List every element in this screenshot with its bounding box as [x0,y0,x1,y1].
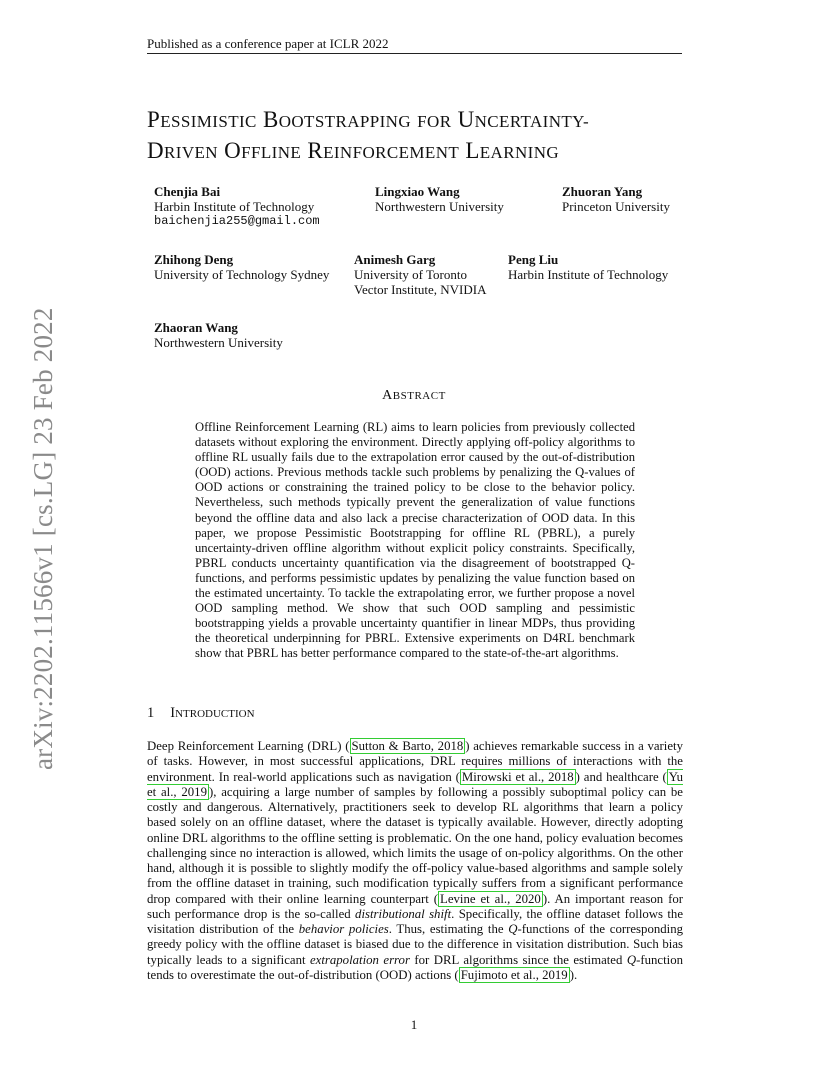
math-symbol: Q [626,952,637,967]
section-number: 1 [147,705,155,721]
citation-link[interactable]: Mirowski et al., 2018 [461,769,574,784]
author-affiliation: University of Toronto [354,267,467,282]
introduction-paragraph: Deep Reinforcement Learning (DRL) ( Sutton & Barto, 2018 ) achieves remarkable success in a variety of tasks. However, in most successful applications, DRL requires millions of interactions with the environment. In real-world applications such as navigation ( Mirowski et al., 2018 ) and healthcare ( Yu et al., 2019 ), acquiring a large number of samples by following a possibly suboptimal policy can be costly and dangerous. Alternatively, practitioners seek to develop RL algorithms that learn a policy based solely on an offline dataset, where the dataset is typically available. However, directly adopting online DRL algorithms to the offline setting is problematic. On the one hand, policy evaluation becomes challenging since no interaction is allowed, which limits the usage of on-policy algorithms. On the other hand, although it is possible to slightly modify the off-policy value-based algorithms and sample solely from the offline dataset in training, such modification typically suffers from a significant performance drop compared with their online learning counterpart ( Levine et al., 2020 ). An important reason for such performance drop is the so-called distributional shift. Specifically, the offline dataset follows the visitation distribution of the behavior policies. Thus, estimating the Q-functions of the corresponding greedy policy with the offline dataset is biased due to the difference in visitation distribution. Such bias typically leads to a significant extrapolation error for DRL algorithms since the estimated Q-function tends to overestimate the out-of-distribution (OOD) actions ( Fujimoto et al., 2019 ). [147,739,684,982]
author-name: Chenjia Bai [154,184,221,199]
citation-link[interactable]: Sutton & Barto, 2018 [351,739,464,753]
citation-link[interactable]: Yu et al., 2019 [147,769,683,799]
page-number: 1 [410,1017,418,1032]
author-block [154,320,283,350]
abstract-heading: ABSTRACT [382,388,446,403]
author-email[interactable]: baichenjia255@gmail.com [154,214,320,228]
paper-title [147,105,589,167]
author-block [154,184,320,229]
running-header: Published as a conference paper at ICLR 2022 [147,36,389,51]
emphasis: behavior policies [298,922,389,936]
author-affiliation: Harbin Institute of Technology [508,267,669,282]
author-block [562,184,670,214]
author-name: Zhihong Deng [154,252,234,267]
author-block [154,252,329,282]
section-heading: 1 INTRODUCTION [147,705,255,721]
author-block [375,184,504,214]
math-symbol: Q [508,922,518,936]
citation-link[interactable]: Levine et al., 2020 [440,891,541,906]
author-name: Zhuoran Yang [562,184,643,199]
emphasis: extrapolation error [309,952,410,967]
author-affiliation-2: Vector Institute, NVIDIA [354,282,487,297]
author-affiliation: Northwestern University [375,199,504,214]
author-block [354,252,487,297]
title-line-2: DRIVEN OFFLINE REINFORCEMENT LEARNING [147,138,560,163]
header-rule [147,53,682,54]
arxiv-sidebar-stamp: arXiv:2202.11566v1 [cs.LG] 23 Feb 2022 [28,307,58,770]
abstract-body: Offline Reinforcement Learning (RL) aims to learn policies from previously collected datasets without exploring the environment. Directly applying off-policy algorithms to offline RL usually fails due to the extrapolation error caused by the out-of-distribution (OOD) actions. Previous methods tackle such problems by penalizing the Q-values of OOD actions or constraining the trained policy to be close to the behavior policy. Nevertheless, such methods typically prevent the generalization of value functions beyond the offline data and also lack a precise characterization of OOD data. In this paper, we propose Pessimistic Bootstrapping for offline RL (PBRL), a purely uncertainty-driven offline algorithm without explicit policy constraints. Specifically, PBRL conducts uncertainty quantification via the disagreement of bootstrapped Q-functions, and performs pessimistic updates by penalizing the value function based on the estimated uncertainty. To tackle the extrapolating error, we further propose a novel OOD sampling method. We show that such OOD sampling and pessimistic bootstrapping yields a provable uncertainty quantifier in linear MDPs, thus providing the theoretical underpinning for PBRL. Extensive experiments on D4RL benchmark show that PBRL has better performance compared to the state-of-the-art algorithms. [195,420,635,661]
author-name: Animesh Garg [354,252,436,267]
author-block [508,252,668,282]
author-affiliation: Harbin Institute of Technology [154,199,315,214]
author-affiliation: Princeton University [562,199,670,214]
author-affiliation: Northwestern University [154,335,283,350]
citation-link[interactable]: Fujimoto et al., 2019 [460,967,568,982]
author-name: Peng Liu [508,252,559,267]
author-name: Lingxiao Wang [375,184,460,199]
author-affiliation: University of Technology Sydney [154,267,330,282]
author-name: Zhaoran Wang [154,320,238,335]
title-line-1: PESSIMISTIC BOOTSTRAPPING FOR UNCERTAINTY- [147,107,590,132]
emphasis: distributional shift [355,906,452,921]
